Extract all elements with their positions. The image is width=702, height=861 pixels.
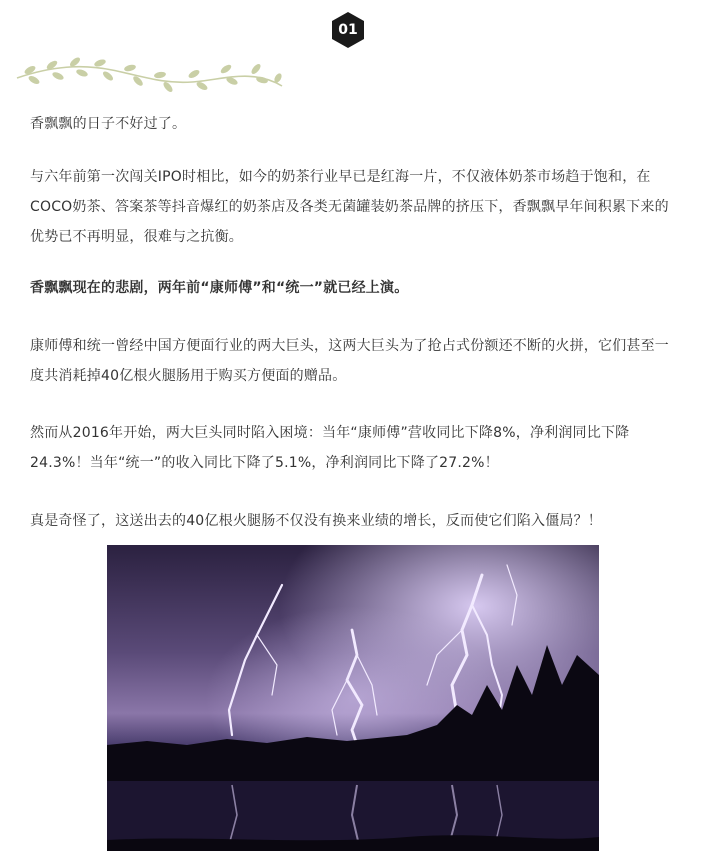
section-number: 01 [338,22,358,38]
paragraph-market: 与六年前第一次闯关IPO时相比，如今的奶茶行业早已是红海一片，不仅液体奶茶市场趋于饱和，在COCO奶茶、答案茶等抖音爆红的奶茶店及各类无菌罐装奶茶品牌的挤压下，香飘飘早年间积累下来的优势已不再明显，很难与之抗衡。 [30,169,669,245]
paragraph-highlight: 香飘飘现在的悲剧，两年前“康师傅”和“统一”就已经上演。 [30,280,409,296]
vine-divider-icon [12,56,287,96]
paragraph-question: 真是奇怪了，这送出去的40亿根火腿肠不仅没有换来业绩的增长，反而使它们陷入僵局？！ [30,513,603,529]
paragraph-intro: 香飘飘的日子不好过了。 [30,116,187,132]
paragraph-decline: 然而从2016年开始，两大巨头同时陷入困境：当年“康师傅”营收同比下降8%，净利润同比下降24.3%！当年“统一”的收入同比下降了5.1%，净利润同比下降了27.2%！ [30,425,630,471]
lightning-storm-image [107,545,599,851]
paragraph-giants: 康师傅和统一曾经中国方便面行业的两大巨头，这两大巨头为了抢占式份额还不断的火拼，它们甚至一度共消耗掉40亿根火腿肠用于购买方便面的赠品。 [30,338,669,384]
lightning-photo [107,545,599,851]
section-number-badge [332,12,364,48]
